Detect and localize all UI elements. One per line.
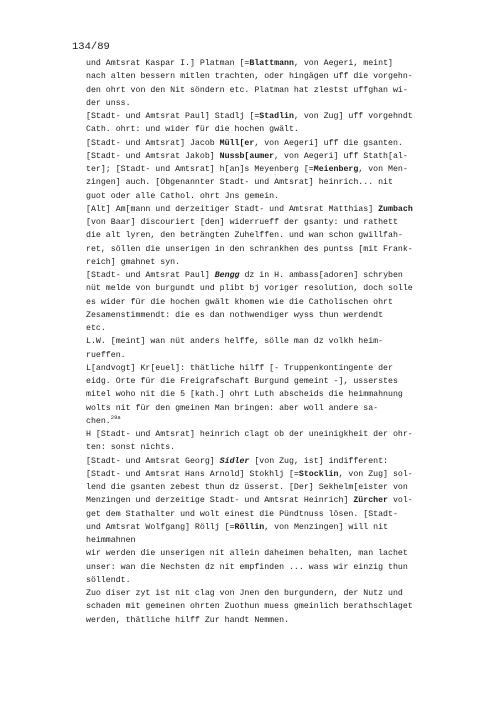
text-segment: den ohrt von den Nit söndern etc. Platman hat zlestst uffghan wi-: [86, 85, 408, 95]
text-segment: , von Aegeri] uff die gsanten.: [254, 138, 403, 148]
text-segment: eidg. Orte für die Freigrafschaft Burgund gemeint -], usserstes: [86, 377, 398, 386]
text-line: [86, 587, 458, 600]
text-line: [86, 402, 458, 415]
text-segment: vol-: [388, 496, 413, 506]
emphasized-name: Sidler: [219, 456, 250, 466]
text-line: [86, 481, 458, 494]
text-line: [86, 335, 458, 348]
text-line: [86, 229, 458, 242]
emphasized-name: Stadlin: [259, 112, 294, 121]
text-segment: , von Men-: [358, 165, 408, 174]
text-line: [86, 547, 458, 560]
text-line: [86, 494, 458, 507]
text-line: [86, 322, 458, 335]
text-line: [86, 468, 458, 481]
text-line: [86, 349, 458, 362]
text-line: [86, 256, 458, 269]
text-segment: lend die gsanten zebest thun dz üsserst. [Der] Sekhelm[eister von: [86, 483, 408, 492]
text-segment: [Stadt- und Amtsrat Paul] Stadlj [=: [86, 112, 260, 121]
text-line: [86, 428, 458, 441]
text-line: [86, 296, 458, 309]
text-line: [86, 269, 458, 282]
text-line: [86, 614, 458, 627]
text-segment: [Stadt- und Amtsrat Georg]: [86, 456, 220, 466]
text-segment: L[andvogt] Kr[euel]: thätliche hilff [- Truppenkontingente der: [86, 363, 393, 373]
emphasized-name: Blattmann: [249, 59, 294, 68]
text-line: [86, 455, 458, 468]
text-line: [86, 600, 458, 613]
text-line: [86, 441, 458, 454]
emphasized-name: Stocklin: [298, 469, 339, 479]
text-segment: [von Zug, ist] indifferent:: [249, 456, 389, 466]
text-segment: ret, söllen die unserigen in den schrankhen des puntss [mit Frank-: [86, 244, 413, 254]
text-line: [86, 388, 458, 401]
text-segment: wir werden die unserigen nit allein daheimen behalten, man lachet: [86, 549, 408, 559]
emphasized-name: Meienberg: [313, 165, 359, 174]
text-line: [86, 84, 458, 97]
text-line: [86, 97, 458, 110]
text-segment: get dem Stathalter und wolt einest die Pündtnuss lösen. [Stadt-: [86, 509, 398, 519]
text-segment: , von Menzingen] will nit: [264, 522, 389, 532]
text-segment: die alt lyren, den beträngten Zuhelffen. und wan schon gwillfah-: [86, 231, 403, 241]
text-line: [86, 176, 458, 189]
text-segment: söllendt.: [86, 575, 131, 585]
text-line: [86, 163, 458, 176]
text-line: [86, 190, 458, 203]
text-segment: und Amtsrat Kaspar I.] Platman [=: [86, 59, 250, 68]
text-segment: Zuo diser zyt ist nit clag von Jnen den burgundern, der Nutz und: [86, 589, 403, 598]
text-segment: , von Zug] uff vorgehndt: [293, 112, 413, 121]
text-segment: wolts nit für den gmeinen Man bringen: aber woll andere sa-: [86, 403, 379, 413]
text-segment: L.W. [meint] wan nüt anders helffe, sölle man dz volkh heim-: [86, 337, 384, 347]
text-segment: unser: wan die Nechsten dz nit empfinden ... wass wir einzig thun: [86, 562, 408, 572]
text-segment: reich] gmahnet syn.: [86, 257, 181, 267]
text-segment: H [Stadt- und Amtsrat] heinrich clagt ob der uneinigkheit der ohr-: [86, 430, 413, 439]
text-line: [86, 561, 458, 574]
text-line: [86, 243, 458, 256]
text-segment: es wider für die hochen gwält khomen wie die Catholischen ohrt: [86, 297, 393, 307]
emphasized-name: Bengg: [214, 271, 240, 280]
page-number: 134/89: [72, 41, 110, 53]
text-line: [86, 137, 458, 150]
text-segment: [Stadt- und Amtsrat Jakob]: [86, 151, 220, 161]
text-segment: , von Zug] sol-: [338, 469, 413, 479]
text-segment: schaden mit gemeinen ohrten Zuothun muess gmeinlich berathschlaget: [86, 602, 413, 612]
text-line: [86, 203, 458, 216]
text-segment: nach alten bessern mitlen trachten, oder hingägen uff die vorgehn-: [86, 72, 413, 82]
text-segment: [Alt] Am[mann und derzeitiger Stadt- und Amtsrat Matthias]: [86, 204, 379, 214]
text-line: [86, 574, 458, 587]
text-segment: nüt melde von burgundt und plibt bj voriger resolution, doch solle: [86, 284, 413, 294]
emphasized-name: Müll[er: [219, 138, 255, 148]
text-segment: etc.: [86, 324, 106, 333]
text-line: [86, 150, 458, 163]
text-segment: guot oder alle Cathol. ohrt Jns gemein.: [86, 191, 280, 201]
text-segment: ten: sonst nichts.: [86, 443, 176, 453]
text-segment: [Stadt- und Amtsrat] Jacob: [86, 138, 220, 148]
text-segment: chen.: [86, 416, 111, 426]
emphasized-name: Zumbach: [378, 204, 413, 214]
text-segment: der unss.: [86, 98, 131, 108]
text-segment: Menzingen und derzeitige Stadt- und Amtsrat Heinrich]: [86, 496, 354, 506]
text-segment: dz in H. ambass[adoren] schryben: [239, 271, 403, 280]
text-segment: mitel woho nit die 5 [kath.] ohrt Luth abscheids die heimmahnung: [86, 390, 403, 400]
emphasized-name: Nussb[aumer: [219, 151, 275, 161]
text-line: [86, 508, 458, 521]
text-line: [86, 534, 458, 547]
text-line: [86, 415, 458, 428]
text-segment: werden, thätliche hilff Zur handt Nemmen.: [86, 615, 289, 625]
text-segment: ter]; [Stadt- und Amtsrat] h[an]s Meyenberg [=: [86, 165, 314, 174]
text-segment: , von Aegeri] uff Stath[al-: [274, 151, 408, 161]
text-line: [86, 282, 458, 295]
emphasized-name: Röllin: [234, 522, 265, 532]
text-segment: heimmahnen: [86, 536, 136, 545]
text-segment: [von Baar] discouriert [den] widerrueff der gsanty: und rathett: [86, 218, 398, 227]
text-line: [86, 216, 458, 229]
text-segment: [Stadt- und Amtsrat Paul]: [86, 271, 215, 280]
text-line: [86, 375, 458, 388]
text-segment: , von Aegeri, meint]: [293, 59, 393, 68]
text-line: [86, 123, 458, 136]
text-line: [86, 70, 458, 83]
text-segment: Zesamenstimmendt: die es dan nothwendiger wyss thun werdendt: [86, 310, 384, 320]
text-line: [86, 309, 458, 322]
text-line: [86, 362, 458, 375]
text-segment: rueffen.: [86, 350, 126, 360]
text-segment: zingen] auch. [Obgenannter Stadt- und Amtsrat] heinrich... nit: [86, 178, 393, 188]
document-body: [86, 57, 458, 627]
footnote-marker: 29a: [110, 413, 121, 421]
text-segment: Cath. ohrt: und wider für die hochen gwält.: [86, 125, 299, 135]
emphasized-name: Zürcher: [353, 496, 388, 506]
text-segment: und Amtsrat Wolfgang] Röllj [=: [86, 522, 235, 532]
text-line: [86, 521, 458, 534]
text-line: [86, 57, 458, 70]
text-line: [86, 110, 458, 123]
text-segment: [Stadt- und Amtsrat Hans Arnold] Stokhlj [=: [86, 469, 299, 479]
